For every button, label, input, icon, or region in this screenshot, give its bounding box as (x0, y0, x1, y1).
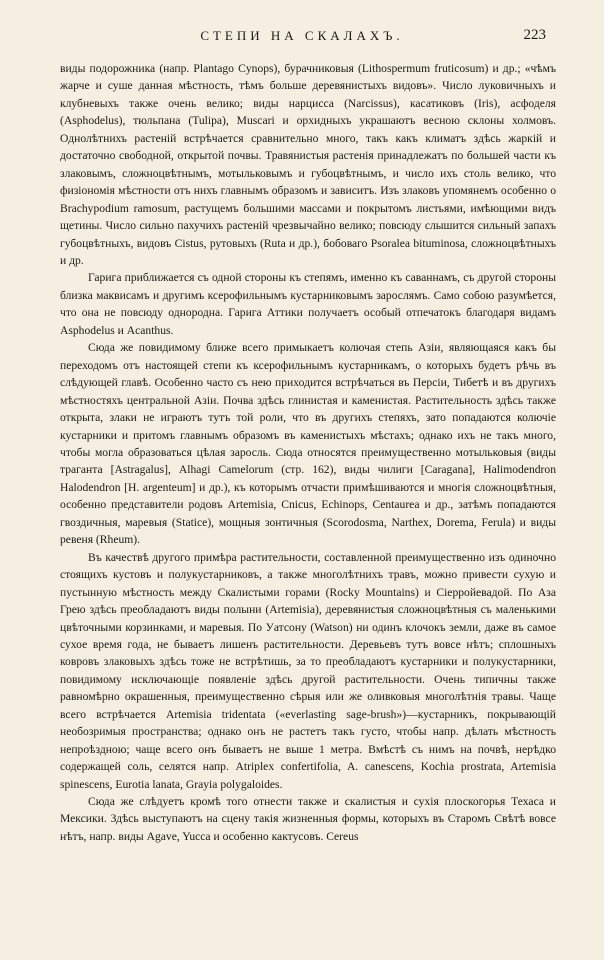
paragraph: Гарига приближается съ одной стороны къ степямъ, именно къ саваннамъ, съ другой стороны близка маквисамъ и другимъ ксерофильнымъ кустарниковымъ зарослямъ. Само собою разумѣется, что она не повсюду однородна. Гарига Аттики получаетъ особый отпечатокъ благодаря видамъ Asphodelus и Acanthus. (60, 271, 556, 337)
paragraph: Сюда же повидимому ближе всего примыкаетъ колючая степь Азіи, являющаяся какъ бы переходомъ отъ настоящей степи къ ксерофильнымъ кустарникамъ, о которыхъ будетъ рѣчь въ слѣдующей главѣ. Особенно часто съ нею приходится встрѣчаться въ Персіи, Тибетѣ и въ другихъ мѣстностяхъ центральной Азіи. Почва здѣсь глинистая и каменистая. Растительность здѣсь также открыта, злаки не играютъ тутъ той роли, что въ другихъ степяхъ, зато попадаются колючіе кустарники и притомъ главнымъ образомъ въ каменистыхъ мѣстахъ; однако ихъ не такъ много, чтобы могла образоваться цѣлая заросль. Сюда относятся преимущественно мотыльковыя (виды траганта [Astragalus], Alhagi Camelorum (стр. 162), виды чилиги [Caragana], Halimodendron Halodendron [H. argenteum] и др.), къ которымъ отчасти примѣшиваются и многія сложноцвѣтныя, особенно представители родовъ Artemisia, Cnicus, Echinops, Centaurea и др., затѣмъ попадаются гвоздичныя, маревыя (Statice), мощныя зонтичныя (Scorodosma, Narthex, Dorema, Ferula) и виды ревеня (Rheum). (60, 341, 556, 547)
page-number: 223 (523, 27, 546, 43)
paragraph: Сюда же слѣдуетъ кромѣ того отнести также и скалистыя и сухія плоскогорья Техаса и Мексики. Здѣсь выступаютъ на сцену такія жизненныя формы, которыхъ въ Старомъ Свѣтѣ вовсе нѣтъ, напр. виды Agave, Yucca и особенно кактусовъ. Cereus (60, 795, 556, 843)
paragraph: Въ качествѣ другого примѣра растительности, составленной преимущественно изъ одиночно стоящихъ кустовъ и полукустарниковъ, а также многолѣтнихъ травъ, можно привести сухую и пустынную мѣстность между Скалистыми горами (Rocky Mountains) и Сіерройевадой. По Аза Грею здѣсь преобладаютъ виды полыни (Artemisia), деревянистыя сложноцвѣтныя съ маленькими цвѣточными корзинками, и маревыя. По Уатсону (Watson) ни одинъ клочокъ земли, даже въ самое сухое время года, не бываетъ лишенъ растительности. Деревьевъ тутъ вовсе нѣтъ; сплошныхъ ковровъ злаковыхъ здѣсь тоже не встрѣтишь, за то преобладаютъ кустарники и полукустарники, повидимому исключающіе появленіе здѣсь другой растительности. Очень типичны также равномѣрно окрашенныя, преимущественно сѣрыя или же оливковыя многолѣтнія травы. Чаще всего встрѣчается Artemisia tridentata («everlasting sage-brush»)—кустарникъ, покрывающій необозримыя пространства; однако онъ не растетъ такъ густо, чтобы напр. дѣлать мѣстность непроѣздною; чаще всего онъ бываетъ не выше 1 метра. Вмѣстѣ съ нимъ на почвѣ, нерѣдко содержащей соль, селятся напр. Atriplex confertifolia, A. canescens, Kochia prostrata, Artemisia spinescens, Eurotia lanata, Grayia polygaloides. (60, 550, 556, 791)
body-text (60, 60, 556, 845)
running-title: СТЕПИ НА СКАЛАХЪ. (200, 28, 404, 43)
paragraph: виды подорожника (напр. Plantago Cynops), бурачниковыя (Lithospermum fruticosum) и др.; «чѣмъ жарче и суше данная мѣстность, тѣмъ больше деревянистыхъ видовъ». Число луковичныхъ и клубневыхъ также очень велико; виды нарцисса (Narcissus), касатиковъ (Iris), асфоделя (Asphodelus), тюльпана (Tulipa), Muscari и орхидныхъ украшаютъ весною склоны холмовъ. Однолѣтнихъ растеній встрѣчается сравнительно много, такъ какъ климатъ здѣсь жаркій и достаточно свободной, открытой почвы. Травянистыя растенія принадлежатъ по большей части къ злаковымъ, сложноцвѣтнымъ, мотыльковымъ и губоцвѣтнымъ, и число ихъ столь велико, что физіономія мѣстности отъ нихъ главнымъ образомъ и зависитъ. Изъ злаковъ упомянемъ особенно о Brachypodium ramosum, растущемъ большими массами и покрытомъ листьями, имѣющими видъ щетины. Число сильно пахучихъ растеній чрезвычайно велико; повсюду слышится сильный запахъ губоцвѣтныхъ, видовъ Cistus, рутовыхъ (Ruta и др.), бобоваго Psoralea bituminosa, сложноцвѣтныхъ и др. (60, 62, 556, 267)
page-header (0, 28, 604, 50)
